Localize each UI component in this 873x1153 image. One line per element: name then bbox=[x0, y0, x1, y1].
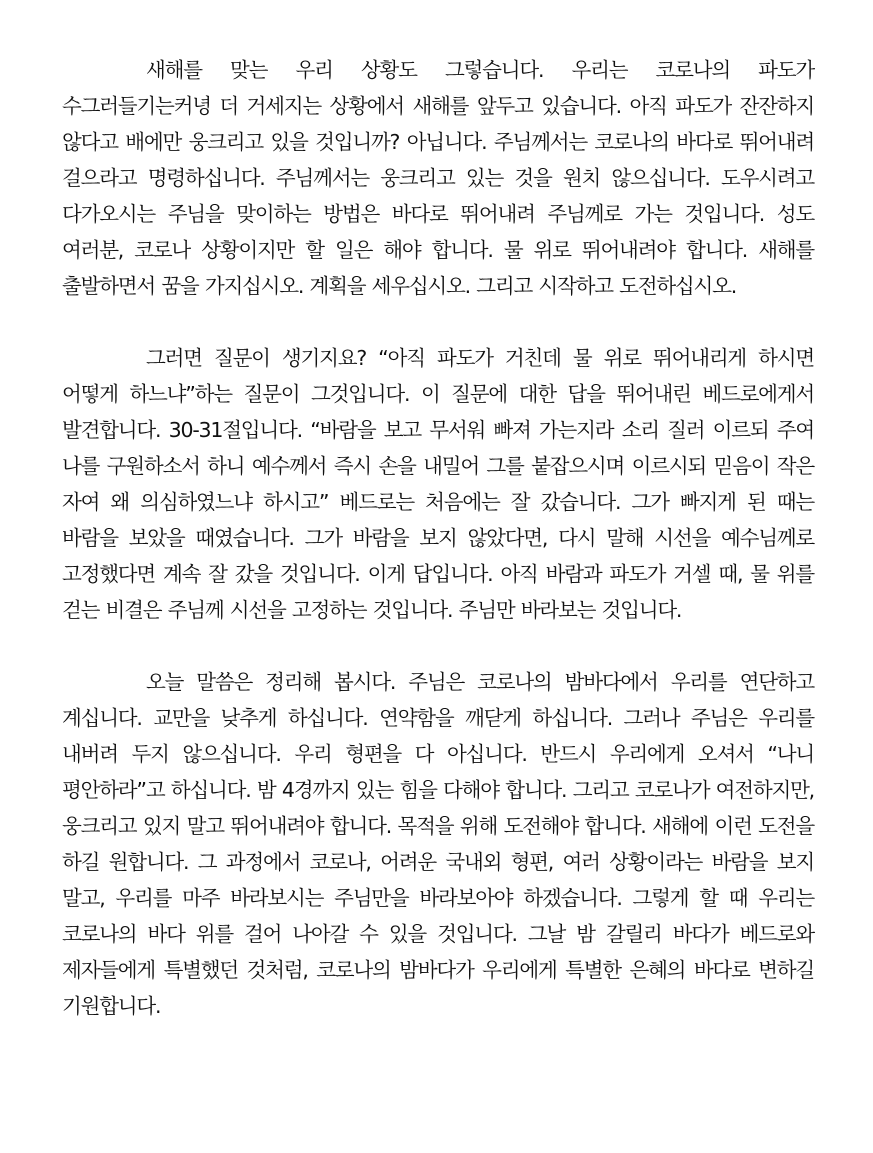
paragraph-summary: 오늘 말씀은 정리해 봅시다. 주님은 코로나의 밤바다에서 우리를 연단하고 계십니다. 교만을 낮추게 하십니다. 연약함을 깨닫게 하십니다. 그러나 주님은 우리를 내버려 두지 않으십니다. 우리 형편을 다 아십니다. 반드시 우리에게 오셔서 “나니 평안하라”고 하십니다. 밤 4경까지 있는 힘을 다해야 합니다. 그리고 코로나가 여전하지만, 웅크리고 있지 말고 뛰어내려야 합니다. 목적을 위해 도전해야 합니다. 새해에 이런 도전을 하길 원합니다. 그 과정에서 코로나, 어려운 국내외 형편, 여러 상황이라는 바람을 보지 말고, 우리를 마주 바라보시는 주님만을 바라보아야 하겠습니다. 그렇게 할 때 우리는 코로나의 바다 위를 걸어 나아갈 수 있을 것입니다. 그날 밤 갈릴리 바다가 베드로와 제자들에게 특별했던 것처럼, 코로나의 밤바다가 우리에게 특별한 은혜의 바다로 변하길 기원합니다. bbox=[62, 670, 814, 1018]
paragraph-question: 그러면 질문이 생기지요? “아직 파도가 거친데 물 위로 뛰어내리게 하시면 어떻게 하느냐”하는 질문이 그것입니다. 이 질문에 대한 답을 뛰어내린 베드로에게서 발견합니다. 30-31절입니다. “바람을 보고 무서워 빠져 가는지라 소리 질러 이르되 주여 나를 구원하소서 하니 예수께서 즉시 손을 내밀어 그를 붙잡으시며 이르시되 믿음이 작은 자여 왜 의심하였느냐 하시고” 베드로는 처음에는 잘 갔습니다. 그가 빠지게 된 때는 바람을 보았을 때였습니다. 그가 바람을 보지 않았다면, 다시 말해 시선을 예수님께로 고정했다면 계속 잘 갔을 것입니다. 이게 답입니다. 아직 바람과 파도가 거셀 때, 물 위를 걷는 비결은 주님께 시선을 고정하는 것입니다. 주님만 바라보는 것입니다. bbox=[62, 346, 814, 622]
paragraph-new-year: 새해를 맞는 우리 상황도 그렇습니다. 우리는 코로나의 파도가 수그러들기는커녕 더 거세지는 상황에서 새해를 앞두고 있습니다. 아직 파도가 잔잔하지 않다고 배에만 웅크리고 있을 것입니까? 아닙니다. 주님께서는 코로나의 바다로 뛰어내려 걸으라고 명령하십니다. 주님께서는 웅크리고 있는 것을 원치 않으십니다. 도우시려고 다가오시는 주님을 맞이하는 방법은 바다로 뛰어내려 주님께로 가는 것입니다. 성도 여러분, 코로나 상황이지만 할 일은 해야 합니다. 물 위로 뛰어내려야 합니다. 새해를 출발하면서 꿈을 가지십시오. 계획을 세우십시오. 그리고 시작하고 도전하십시오. bbox=[62, 58, 814, 298]
document-body bbox=[62, 52, 814, 1024]
